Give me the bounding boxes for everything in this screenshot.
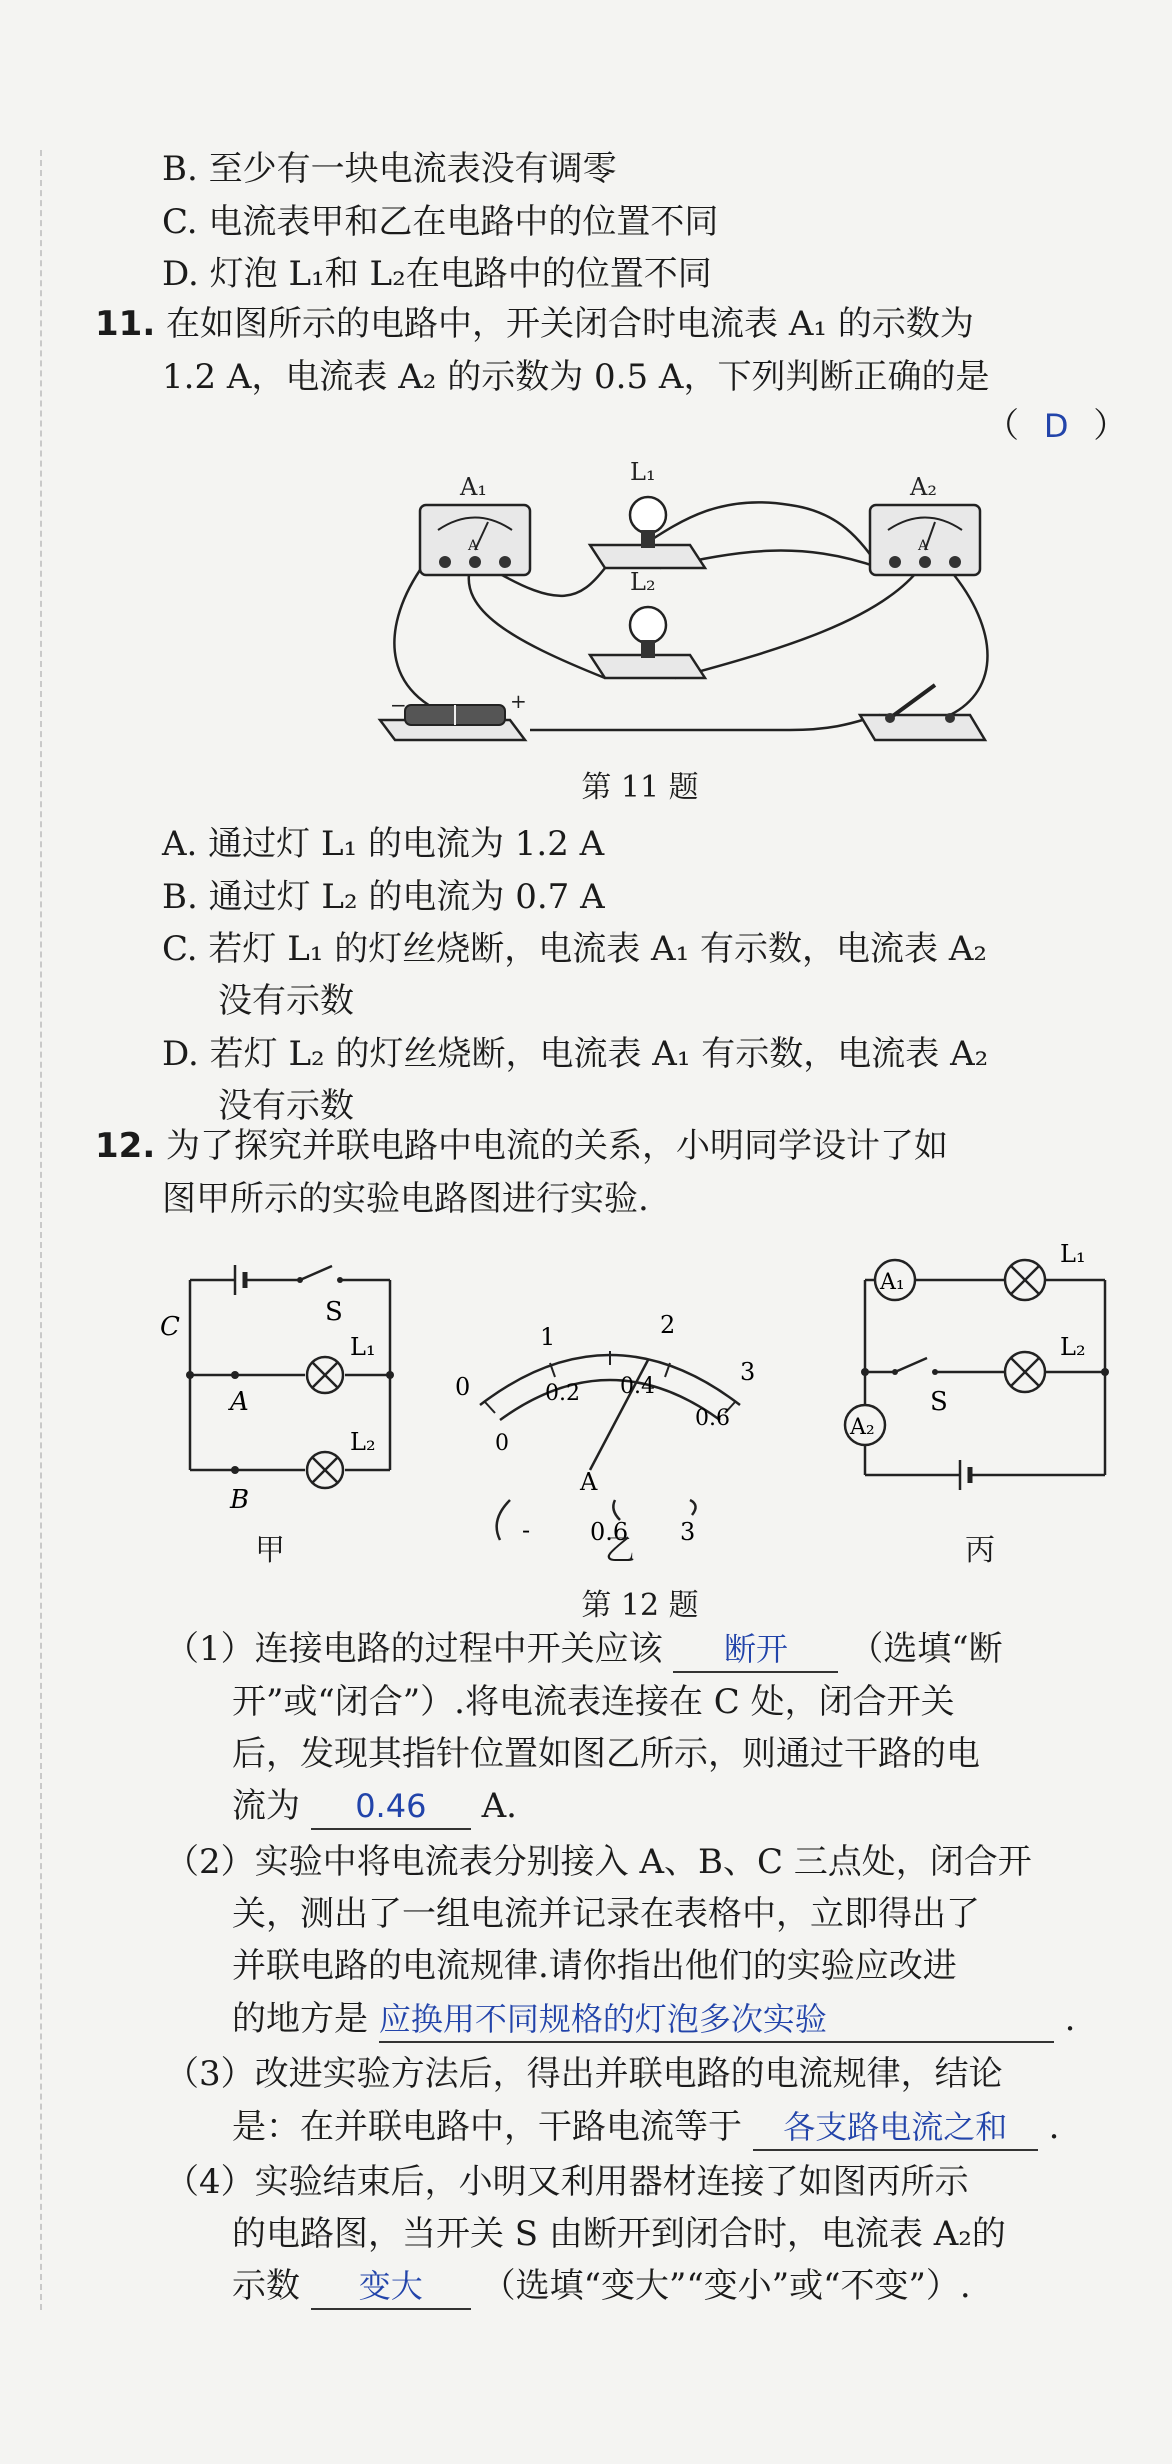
figure-11-circuit xyxy=(360,450,1120,760)
knife-switch xyxy=(860,685,985,740)
q12-p1-line4 xyxy=(232,1782,517,1830)
q12-p1-text1-post: （选填“断 xyxy=(849,1629,1003,1669)
q12-p4-line2: 的电路图，当开关 S 由断开到闭合时，电流表 A₂的 xyxy=(232,2214,1006,2254)
bing-label-s: S xyxy=(930,1387,948,1417)
terminal-3: 3 xyxy=(680,1518,696,1546)
a2-meter-letter: A xyxy=(918,538,929,554)
q12-p2-line1: （2）实验中将电流表分别接入 A、B、C 三点处，闭合开 xyxy=(165,1842,1032,1882)
ammeter-a2 xyxy=(870,473,980,575)
bulb-l2 xyxy=(590,568,705,678)
q10-option-d: D. 灯泡 L₁和 L₂在电路中的位置不同 xyxy=(162,254,712,294)
svg-text:−: − xyxy=(390,693,407,717)
q12-p2-line2: 关，测出了一组电流并记录在表格中，立即得出了 xyxy=(232,1894,980,1934)
dial-lower-tick-1: 0.2 xyxy=(545,1381,580,1406)
q12-p1-answer2: 0.46 xyxy=(355,1787,427,1825)
a1-meter-letter: A xyxy=(468,538,479,554)
figure-12-caption: 第 12 题 xyxy=(581,1588,699,1623)
sub-caption-bing: 丙 xyxy=(965,1533,995,1568)
label-l2: L₂ xyxy=(630,568,656,596)
dial-unit: A xyxy=(580,1468,598,1496)
bulb-l1 xyxy=(590,458,705,568)
jia-label-c: C xyxy=(160,1312,180,1342)
q12-p1-text1: （1）连接电路的过程中开关应该 xyxy=(165,1629,663,1669)
dial-upper-tick-3: 3 xyxy=(740,1358,756,1386)
ammeter-a1 xyxy=(420,473,530,575)
sub-caption-yi: 乙 xyxy=(605,1533,635,1568)
q12-p4-line1: （4）实验结束后，小明又利用器材连接了如图丙所示 xyxy=(165,2162,969,2202)
q11-stem-line1 xyxy=(95,300,974,348)
q11-answer: D xyxy=(1043,407,1069,445)
label-a2: A₂ xyxy=(910,473,937,501)
q12-p3-blank[interactable] xyxy=(753,2105,1038,2151)
margin-guide-line xyxy=(40,150,42,2310)
q12-p1-line3: 后，发现其指针位置如图乙所示，则通过干路的电 xyxy=(232,1734,980,1774)
jia-label-a: A xyxy=(230,1387,249,1417)
q12-p2-blank[interactable] xyxy=(379,1997,1054,2043)
dial-upper-tick-1: 1 xyxy=(540,1323,556,1351)
q12-p1-blank1[interactable] xyxy=(673,1627,838,1673)
q12-stem-text1: 为了探究并联电路中电流的关系，小明同学设计了如 xyxy=(166,1126,949,1166)
bing-label-a2: A₂ xyxy=(850,1415,875,1440)
q12-p3-text2: 是：在并联电路中，干路电流等于 xyxy=(232,2107,742,2147)
jia-label-l2: L₂ xyxy=(350,1428,376,1456)
q11-option-c-line2: 没有示数 xyxy=(218,981,354,1021)
dial-lower-tick-0: 0 xyxy=(495,1431,509,1456)
q11-answer-close: ） xyxy=(1093,406,1128,446)
label-l1: L₁ xyxy=(630,458,656,486)
q12-p2-answer: 应换用不同规格的灯泡多次实验 xyxy=(378,2000,827,2038)
q12-p4-text3-post: （选填“变大”“变小”或“不变”）. xyxy=(481,2266,971,2306)
q12-p2-text4: 的地方是 xyxy=(232,1999,368,2039)
figure-12-yi-dial xyxy=(440,1265,780,1515)
q11-answer-bracket xyxy=(985,402,1127,450)
q11-number: 11. xyxy=(95,304,156,344)
terminal-0-6: 0.6 xyxy=(590,1518,629,1546)
q12-p4-blank[interactable] xyxy=(311,2264,471,2310)
q11-option-d-line1: D. 若灯 L₂ 的灯丝烧断，电流表 A₁ 有示数，电流表 A₂ xyxy=(162,1034,989,1074)
dial-upper-tick-0: 0 xyxy=(455,1373,471,1401)
q12-number: 12. xyxy=(95,1126,156,1166)
bing-label-l1: L₁ xyxy=(1060,1240,1086,1268)
svg-text:+: + xyxy=(510,689,527,713)
q11-stem-text1: 在如图所示的电路中，开关闭合时电流表 A₁ 的示数为 xyxy=(166,304,974,344)
q12-p1-line1 xyxy=(165,1625,1003,1673)
q12-p2-text4-post: . xyxy=(1064,1999,1076,2039)
q12-p1-text4: 流为 xyxy=(232,1786,300,1826)
figure-12-bing xyxy=(835,1240,1125,1520)
q11-option-a: A. 通过灯 L₁ 的电流为 1.2 A xyxy=(162,824,605,864)
q12-p3-text2-post: . xyxy=(1048,2107,1060,2147)
jia-label-s: S xyxy=(325,1297,343,1327)
jia-label-b: B xyxy=(230,1485,250,1510)
q12-p4-line3 xyxy=(232,2262,971,2310)
q11-stem-line2: 1.2 A，电流表 A₂ 的示数为 0.5 A，下列判断正确的是 xyxy=(162,357,990,397)
q12-p2-line3: 并联电路的电流规律.请你指出他们的实验应改进 xyxy=(232,1946,957,1986)
q12-p1-answer1: 断开 xyxy=(723,1630,788,1668)
q10-option-c: C. 电流表甲和乙在电路中的位置不同 xyxy=(162,202,719,242)
q12-p2-line4 xyxy=(232,1995,1075,2043)
figure-11-caption: 第 11 题 xyxy=(581,770,699,805)
battery xyxy=(380,689,527,740)
bing-label-l2: L₂ xyxy=(1060,1333,1086,1361)
sub-caption-jia: 甲 xyxy=(255,1533,285,1568)
q12-p4-text3: 示数 xyxy=(232,2266,300,2306)
q12-stem-line1 xyxy=(95,1122,948,1170)
q12-p3-line1: （3）改进实验方法后，得出并联电路的电流规律，结论 xyxy=(165,2054,1003,2094)
q12-p3-answer: 各支路电流之和 xyxy=(783,2108,1008,2146)
q12-p4-answer: 变大 xyxy=(358,2267,423,2305)
figure-12-jia xyxy=(160,1250,410,1510)
dial-lower-tick-2: 0.4 xyxy=(620,1374,655,1399)
q11-option-d-line2: 没有示数 xyxy=(218,1086,354,1126)
q12-p1-line2: 开”或“闭合”）.将电流表连接在 C 处，闭合开关 xyxy=(232,1682,955,1722)
dial-upper-tick-2: 2 xyxy=(660,1311,676,1339)
label-a1: A₁ xyxy=(460,473,487,501)
q12-stem-line2: 图甲所示的实验电路图进行实验. xyxy=(162,1179,649,1219)
q12-p1-text4-post: A. xyxy=(481,1786,517,1826)
q11-option-b: B. 通过灯 L₂ 的电流为 0.7 A xyxy=(162,877,605,917)
q10-option-b: B. 至少有一块电流表没有调零 xyxy=(162,149,617,189)
q11-option-c-line1: C. 若灯 L₁ 的灯丝烧断，电流表 A₁ 有示数，电流表 A₂ xyxy=(162,929,988,969)
terminal-negative: - xyxy=(522,1516,531,1544)
dial-lower-tick-3: 0.6 xyxy=(695,1406,730,1431)
jia-label-l1: L₁ xyxy=(350,1333,376,1361)
q11-answer-open: （ xyxy=(985,406,1019,446)
q12-p1-blank2[interactable] xyxy=(311,1784,471,1830)
q12-p3-line2 xyxy=(232,2103,1059,2151)
bing-label-a1: A₁ xyxy=(880,1270,905,1295)
